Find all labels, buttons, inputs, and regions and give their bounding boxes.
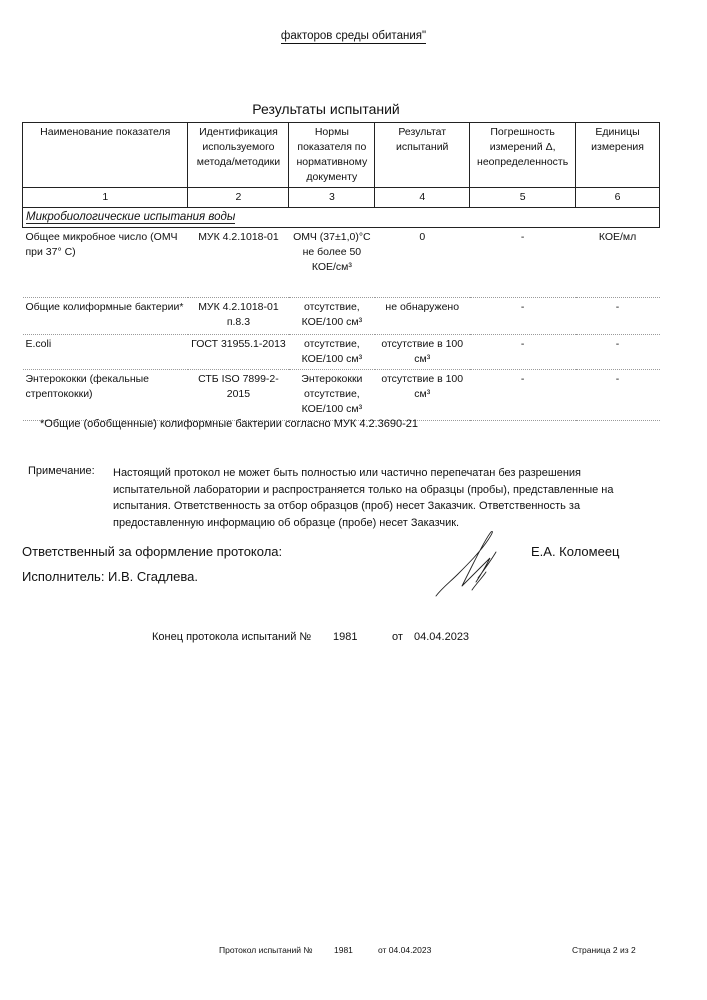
header-cell: Нормы показателя по нормативному документу (289, 123, 375, 188)
table-row (23, 298, 660, 335)
method-cell: МУК 4.2.1018-01 п.8.3 (188, 298, 289, 335)
header-cell: Наименование показателя (23, 123, 188, 188)
header-caption: факторов среды обитания" (280, 30, 427, 42)
footer-number: 1981 (334, 945, 353, 955)
result-cell: не обнаружено (375, 298, 470, 335)
end-of-protocol-date-label: от (392, 631, 403, 643)
unit-cell: - (576, 335, 660, 370)
indicator-name: Энтерококки (фекальные стрептококки) (23, 370, 188, 421)
end-of-protocol-date: 04.04.2023 (414, 631, 470, 643)
method-cell: СТБ ISO 7899-2-2015 (188, 370, 289, 421)
footer-date: от 04.04.2023 (378, 945, 432, 955)
section-title: Результаты испытаний (252, 101, 400, 117)
result-cell: 0 (375, 228, 470, 298)
error-cell: - (470, 335, 576, 370)
indicator-name: Общие колиформные бактерии* (23, 298, 188, 335)
column-number: 4 (375, 188, 470, 208)
column-number: 2 (188, 188, 289, 208)
method-cell: МУК 4.2.1018-01 (188, 228, 289, 298)
category-row (23, 208, 660, 228)
unit-cell: - (576, 370, 660, 421)
note-label: Примечание: (28, 465, 95, 477)
footer-protocol: Протокол испытаний № (219, 945, 313, 955)
footnote: *Общие (обобщенные) колиформные бактерии согласно МУК 4.2.3690-21 (40, 418, 419, 430)
result-cell: отсутствие в 100 см³ (375, 370, 470, 421)
header-cell: Погрешность измерений Δ, неопределенность (470, 123, 576, 188)
header-cell: Идентификация используемого метода/методики (188, 123, 289, 188)
end-of-protocol-text: Конец протокола испытаний № (152, 631, 312, 643)
unit-cell: КОЕ/мл (576, 228, 660, 298)
result-cell: отсутствие в 100 см³ (375, 335, 470, 370)
executor-line: Исполнитель: И.В. Сгадлева. (22, 569, 198, 584)
unit-cell: - (576, 298, 660, 335)
error-cell: - (470, 228, 576, 298)
column-number-row (23, 188, 660, 208)
indicator-name: E.coli (23, 335, 188, 370)
header-cell: Единицы измерения (576, 123, 660, 188)
error-cell: - (470, 298, 576, 335)
error-cell: - (470, 370, 576, 421)
norm-cell: Энтерококки отсутствие, КОЕ/100 см³ (289, 370, 375, 421)
responsible-name: Е.А. Коломеец (531, 544, 620, 559)
end-of-protocol-number: 1981 (333, 631, 358, 643)
signature-image (428, 522, 538, 604)
results-table (22, 122, 660, 421)
table-row (23, 335, 660, 370)
column-number: 5 (470, 188, 576, 208)
note-text: Настоящий протокол не может быть полностью или частично перепечатан без разрешения испытательной лаборатории и распространяется только на образцы (пробы), представленные на испытания. Ответственность за отбор образцов (проб) несет Заказчик. Ответственность за предоставленную информацию об образце (пробе) несет Заказчик. (113, 467, 614, 529)
table-row (23, 228, 660, 298)
category-cell (23, 208, 660, 228)
table-row (23, 370, 660, 421)
responsible-label: Ответственный за оформление протокола: (22, 544, 283, 559)
table-header-row (23, 123, 660, 188)
footer-page: Страница 2 из 2 (572, 945, 636, 955)
header-cell: Результат испытаний (375, 123, 470, 188)
method-cell: ГОСТ 31955.1-2013 (188, 335, 289, 370)
norm-cell: ОМЧ (37±1,0)°С не более 50 КОЕ/см³ (289, 228, 375, 298)
norm-cell: отсутствие, КОЕ/100 см³ (289, 335, 375, 370)
column-number: 3 (289, 188, 375, 208)
column-number: 1 (23, 188, 188, 208)
indicator-name: Общее микробное число (ОМЧ при 37° С) (23, 228, 188, 298)
column-number: 6 (576, 188, 660, 208)
category-label: Микробиологические испытания воды (26, 211, 236, 223)
norm-cell: отсутствие, КОЕ/100 см³ (289, 298, 375, 335)
